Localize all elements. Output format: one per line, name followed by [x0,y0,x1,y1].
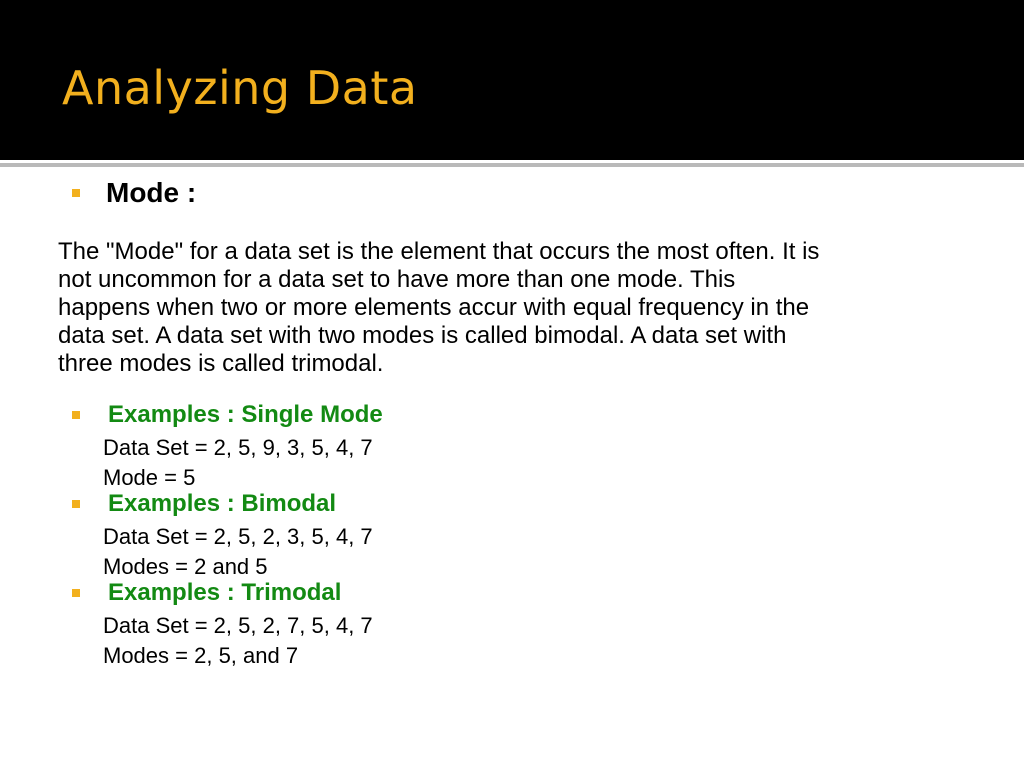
description-line: three modes is called trimodal. [58,350,384,377]
example-result: Modes = 2 and 5 [103,554,268,579]
mode-heading: Mode : [106,177,197,208]
bullet-square-icon [72,589,80,597]
example-result: Mode = 5 [103,465,196,490]
mode-description [58,238,978,378]
description-line: not uncommon for a data set to have more than one mode. This [58,266,736,293]
example-heading-bimodal: Examples : Bimodal [108,490,337,517]
example-heading-trimodal: Examples : Trimodal [108,579,342,606]
bullet-square-icon [72,189,80,197]
description-line: The "Mode" for a data set is the element that occurs the most often. It is [58,238,820,265]
bullet-square-icon [72,411,80,419]
description-line: data set. A data set with two modes is called bimodal. A data set with [58,322,787,349]
example-data-set: Data Set = 2, 5, 9, 3, 5, 4, 7 [103,435,373,460]
title-divider [0,163,1024,167]
example-data-set: Data Set = 2, 5, 2, 3, 5, 4, 7 [103,524,373,549]
example-heading-single-mode: Examples : Single Mode [108,401,383,428]
description-line: happens when two or more elements accur with equal frequency in the [58,294,810,321]
example-result: Modes = 2, 5, and 7 [103,643,299,668]
example-data-set: Data Set = 2, 5, 2, 7, 5, 4, 7 [103,613,373,638]
bullet-square-icon [72,500,80,508]
slide-title: Analyzing Data [62,61,418,115]
title-band [0,0,1024,160]
